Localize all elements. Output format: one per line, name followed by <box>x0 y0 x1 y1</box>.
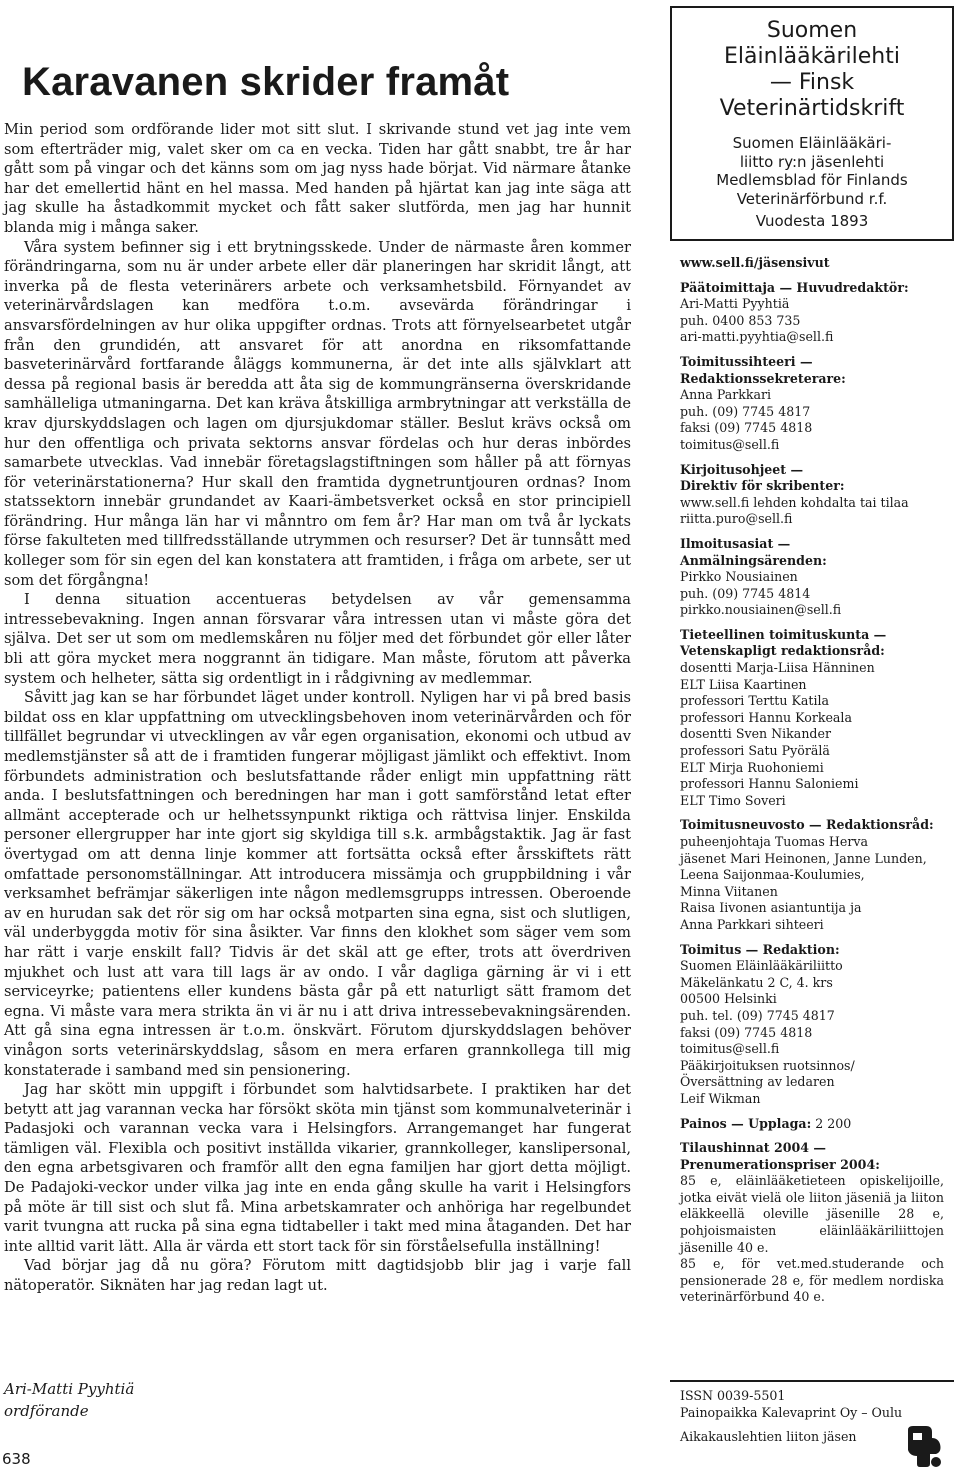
signature-name: Ari-Matti Pyyhtiä <box>4 1380 135 1398</box>
address-line: Suomen Eläinlääkäriliitto <box>680 958 843 974</box>
article-paragraph: Jag har skött min uppgift i förbundet som halvtidsarbete. I praktiken har det betytt att jag varannan vecka har försökt sköta min tjänst som kommunalveterinär i Padasjoki och varannan vecka vara i Helsingfors. Arrangemanget har fungerat tämligen väl. Flexibla och positivt inställda vikarier, grannkolleger, kanslipersonal, den egna arbetsgivaren och framför allt den egna familjen har gjort detta möjligt. De Padajoki-veckor under vilka jag inte en enda gång skulle ha varit i Helsingfors på möte är till sist och slut få. Mina arbetskamrater och anhöriga har regelbundet varit tvungna att rucka på sina egna tidtabeller i takt med mina åtaganden. Det har inte alltid varit lätt. Alla är värda ett stort tack för sin förståelsefulla inställning! <box>4 1081 631 1255</box>
article-paragraph: Min period som ordförande lider mot sitt slut. I skrivande stund vet jag inte vem som efterträder mig, valet sker om ca en vecka. Tiden har gått snabbt, tre år har gått som på vingar och det känns som om jag nyss hade börjat. Vid närmare åtanke har det emellertid hänt en hel massa. Med handen på hjärtat kan jag inte säga att jag skulle ha åstadkommit mycket och fått saker slutförda, men jag har hunnit blanda mig i många saker. <box>4 121 631 236</box>
subscription-text-swedish: 85 e, för vet.med.studerande och pensionerade 28 e, för medlem nordiska veterinärförbund 40 e. <box>680 1256 944 1305</box>
subscription-text-finnish: 85 e, eläinlääketieteen opiskelijoille, jotka eivät vielä ole liiton jäseniä ja liiton eläkkeellä oleville jäsenille 28 e, pohjoismaisten eläinlääkäriliittojen jäsenille 40 e. <box>680 1173 944 1255</box>
signature-role: ordförande <box>4 1402 89 1420</box>
translation-line: Översättning av ledaren <box>680 1074 835 1090</box>
board-member: professori Hannu Korkeala <box>680 709 852 725</box>
section-heading: Kirjoitusohjeet — <box>680 461 804 477</box>
masthead-box <box>670 6 954 241</box>
translation-line: Pääkirjoituksen ruotsinnos/ <box>680 1057 855 1073</box>
section-subscription <box>680 1140 944 1306</box>
board-member: ELT Timo Soveri <box>680 792 786 808</box>
masthead-title-line: — Finsk <box>769 70 855 95</box>
address-line: faksi (09) 7745 4818 <box>680 1024 813 1040</box>
masthead-title-line: Suomen <box>766 18 858 43</box>
members-url-link[interactable]: www.sell.fi/jäsensivut <box>680 255 830 270</box>
masthead-title-line: Eläinlääkärilehti <box>724 44 900 69</box>
contact-line: faksi (09) 7745 4818 <box>680 420 813 436</box>
translation-line: Leif Wikman <box>680 1090 761 1106</box>
section-heading: Toimitusneuvosto — Redaktionsråd: <box>680 817 934 833</box>
section-heading: Redaktionssekreterare: <box>680 370 846 386</box>
council-member: Anna Parkkari sihteeri <box>680 916 824 932</box>
article-paragraph: Våra system befinner sig i ett brytningsskede. Under de närmaste åren kommer förändringarna, som nu är under arbete eller där planeringen har skridit långt, att inverka på de flesta veterinärers arbete och verksamhetsbild. Förnyandet av veterinärvårdslagen kan medföra t.o.m. avsevärda förändringar i ansvarsfördelningen av hur olika uppgifter ordnas. Trots att förnyelsearbetet utgår från den grundidén, att ansvaret för att anordna en riksomfattande basveterinärvård fortfarande åläggs kommunerna, är det inte alls självklart att dessa på regional basis är beredda att åta sig de kommungränserna överskridande samhälleliga utmaningarna. Det kan kräva åtskilliga armbrytningar att verkställa de krav djurskyddslagen och lagen om djursjukdomar ställer. Beslut krävs också om hur den offentliga och privata sektorns ansvar fördelas och hur deras inbördes samarbete utvecklas. Vad innebär företagslagstiftningen som håller på att förnyas för veterinärstationerna? Hur skall den framtida dygnetruntjouren ordnas? Inom statssektorn innebär grundandet av Kaari-ämbetsverket också en stor principiell förändring. Hur många län har vi månntro om fem år? Har man om två år lyckats förse fakulteten med tillfredsställande utrymmen och resurser? Det är tunnsått med kolleger som för sin egen del kan konstatera att framtiden, i fråga om arbete, ser ut som det förgångna! <box>4 238 631 589</box>
contact-line: puh. 0400 853 735 <box>680 312 801 328</box>
section-editorial-council <box>680 817 944 933</box>
board-member: dosentti Marja-Liisa Hänninen <box>680 660 875 676</box>
board-member: professori Satu Pyörälä <box>680 743 830 759</box>
article-paragraph: Vad börjar jag då nu göra? Förutom mitt dagtidsjobb blir jag i varje fall nätoperatör. Siknäten har jag redan lagt ut. <box>4 1257 631 1295</box>
council-member: Leena Saijonmaa-Koulumies, <box>680 867 865 883</box>
address-line: puh. tel. (09) 7745 4817 <box>680 1007 835 1023</box>
board-member: professori Terttu Katila <box>680 693 830 709</box>
association-membership: Aikakauslehtien liiton jäsen <box>680 1429 857 1445</box>
masthead-column <box>670 6 954 1468</box>
masthead-subtitle <box>678 134 946 208</box>
contact-line: Anna Parkkari <box>680 387 772 403</box>
section-heading: Vetenskapligt redaktionsråd: <box>680 643 885 659</box>
email-link[interactable]: toimitus@sell.fi <box>680 436 780 452</box>
section-editorial-office <box>680 942 944 1108</box>
section-heading: Anmälningsärenden: <box>680 552 827 568</box>
masthead-subtitle-line: Medlemsblad för Finlands <box>716 171 908 189</box>
section-advertising <box>680 536 944 619</box>
article-paragraph: I denna situation accentueras betydelsen av vår gemensamma intressebevakning. Ingen annan försvarar våra intressen utan vi måste göra det själva. Det ser ut som om medlemskåren nu följer med det förbundet gör eller låter bli att göra mycket mera noggrannt än tidigare. Man måste, förutom att påverka system och helheter, sätta sig ordentligt in i rådgivning av medlemmar. <box>4 591 631 687</box>
masthead-title-line: Veterinärtidskrift <box>719 96 905 121</box>
section-heading: Päätoimittaja — Huvudredaktör: <box>680 279 909 295</box>
masthead-details <box>670 241 954 1306</box>
council-member: Minna Viitanen <box>680 883 778 899</box>
article-body <box>4 120 631 1296</box>
section-heading: Toimitussihteeri — <box>680 353 813 369</box>
board-member: dosentti Sven Nikander <box>680 726 831 742</box>
masthead-subtitle-line: Suomen Eläinlääkäri- <box>732 134 892 152</box>
print-run-label: Painos — Upplaga: <box>680 1115 812 1131</box>
section-scientific-board <box>680 627 944 810</box>
email-link[interactable]: toimitus@sell.fi <box>680 1041 780 1057</box>
signature <box>4 1378 134 1422</box>
article-title: Karavanen skrider framåt <box>22 60 510 104</box>
email-link[interactable]: pirkko.nousiainen@sell.fi <box>680 602 842 618</box>
section-heading: Direktiv för skribenter: <box>680 478 845 494</box>
section-heading: Tieteellinen toimituskunta — <box>680 626 887 642</box>
section-heading: Ilmoitusasiat — <box>680 535 791 551</box>
editorial-article <box>4 60 631 1296</box>
board-member: ELT Liisa Kaartinen <box>680 676 807 692</box>
section-editorial-secretary <box>680 354 944 454</box>
issn: ISSN 0039-5501 <box>680 1388 786 1403</box>
contact-line: puh. (09) 7745 4814 <box>680 585 811 601</box>
masthead-subtitle-line: Veterinärförbund r.f. <box>736 189 888 208</box>
board-member: professori Hannu Saloniemi <box>680 776 859 792</box>
article-paragraph: Såvitt jag kan se har förbundet läget under kontroll. Nyligen har vi på bred basis bildat oss en klar uppfattning om utvecklingsbehoven inom veterinärvården och för tillfället begrundar vi utvecklingen av vår egen organisation, ekonomi och utbud av medlemstjänster så att de i framtiden fungerar möjligast jämlikt och effektivt. Inom förbundets administration och beslutsfattande råder enligt min uppfattning rätt anda. I beslutsfattningen och beredningen har man i gott samförstånd letat efter allmänt accepterade och ur helhetssynpunkt riktiga och rättvisa linjer. Enskilda personer ellergrupper har inte gjort sig skyldiga till s.k. armbågstaktik. Jag är fast övertygad om att denna linje kommer att fortsätta också efter årsskiftets rätt omfattade personomställningar. Att introducera missämja och gruppbildning i vår verksamhet befrämjar säkerligen inte någon medlemsgrupps intressen. Oberoende av en hurudan sak det rör sig om har också motparten sina egna, sist och slutligen, väl underbyggda motiv för sina åsikter. Var finns den klokhet som säger vem som har rätt i varje enskilt fall? Tidvis är det skäl att ge efter, trots att överdriven mjukhet och lust att vara till lags är av ondo. I vår dagliga gärning är vi i ett serviceyrke; patientens eller kundens bästa går på ett naturligt sätt framom det egna. Vi måste vara mera strikta än vi är nu i att driva intressebevakningsärenden. Att gå sina egna intressen är t.o.m. önskvärt. Förutom djurskyddslagen behöver vinågon sorts veterinärskyddslag, såsom en mera erfaren grannkollega till mig konstaterade i samband med sin pensionering. <box>4 689 631 1079</box>
print-run-value: 2 200 <box>815 1115 852 1131</box>
council-member: puheenjohtaja Tuomas Herva <box>680 834 868 849</box>
section-heading: Prenumerationspriser 2004: <box>680 1156 880 1172</box>
association-logo-icon <box>904 1424 944 1468</box>
council-member: Raisa Iivonen asiantuntija ja <box>680 900 862 916</box>
address-line: 00500 Helsinki <box>680 991 777 1007</box>
section-writing-guidelines <box>680 462 944 528</box>
email-link[interactable]: riitta.puro@sell.fi <box>680 511 793 527</box>
section-editor-in-chief <box>680 280 944 346</box>
page-number: 638 <box>2 1450 31 1468</box>
contact-line: Pirkko Nousiainen <box>680 569 798 585</box>
section-heading: Tilaushinnat 2004 — <box>680 1140 826 1156</box>
email-link[interactable]: ari-matti.pyyhtia@sell.fi <box>680 329 834 345</box>
printer: Painopaikka Kalevaprint Oy – Oulu <box>680 1404 903 1420</box>
section-heading: Toimitus — Redaktion: <box>680 941 840 957</box>
council-member: jäsenet Mari Heinonen, Janne Lunden, <box>680 850 927 866</box>
contact-line: Ari-Matti Pyyhtiä <box>680 296 790 312</box>
contact-line: puh. (09) 7745 4817 <box>680 403 811 419</box>
contact-line: www.sell.fi lehden kohdalta tai tilaa <box>680 494 909 510</box>
address-line: Mäkelänkatu 2 C, 4. krs <box>680 974 833 990</box>
section-print-run <box>680 1116 944 1133</box>
board-member: ELT Mirja Ruohoniemi <box>680 759 824 775</box>
masthead-subtitle-line: liitto ry:n jäsenlehti <box>739 152 885 171</box>
masthead-year: Vuodesta 1893 <box>755 212 869 230</box>
